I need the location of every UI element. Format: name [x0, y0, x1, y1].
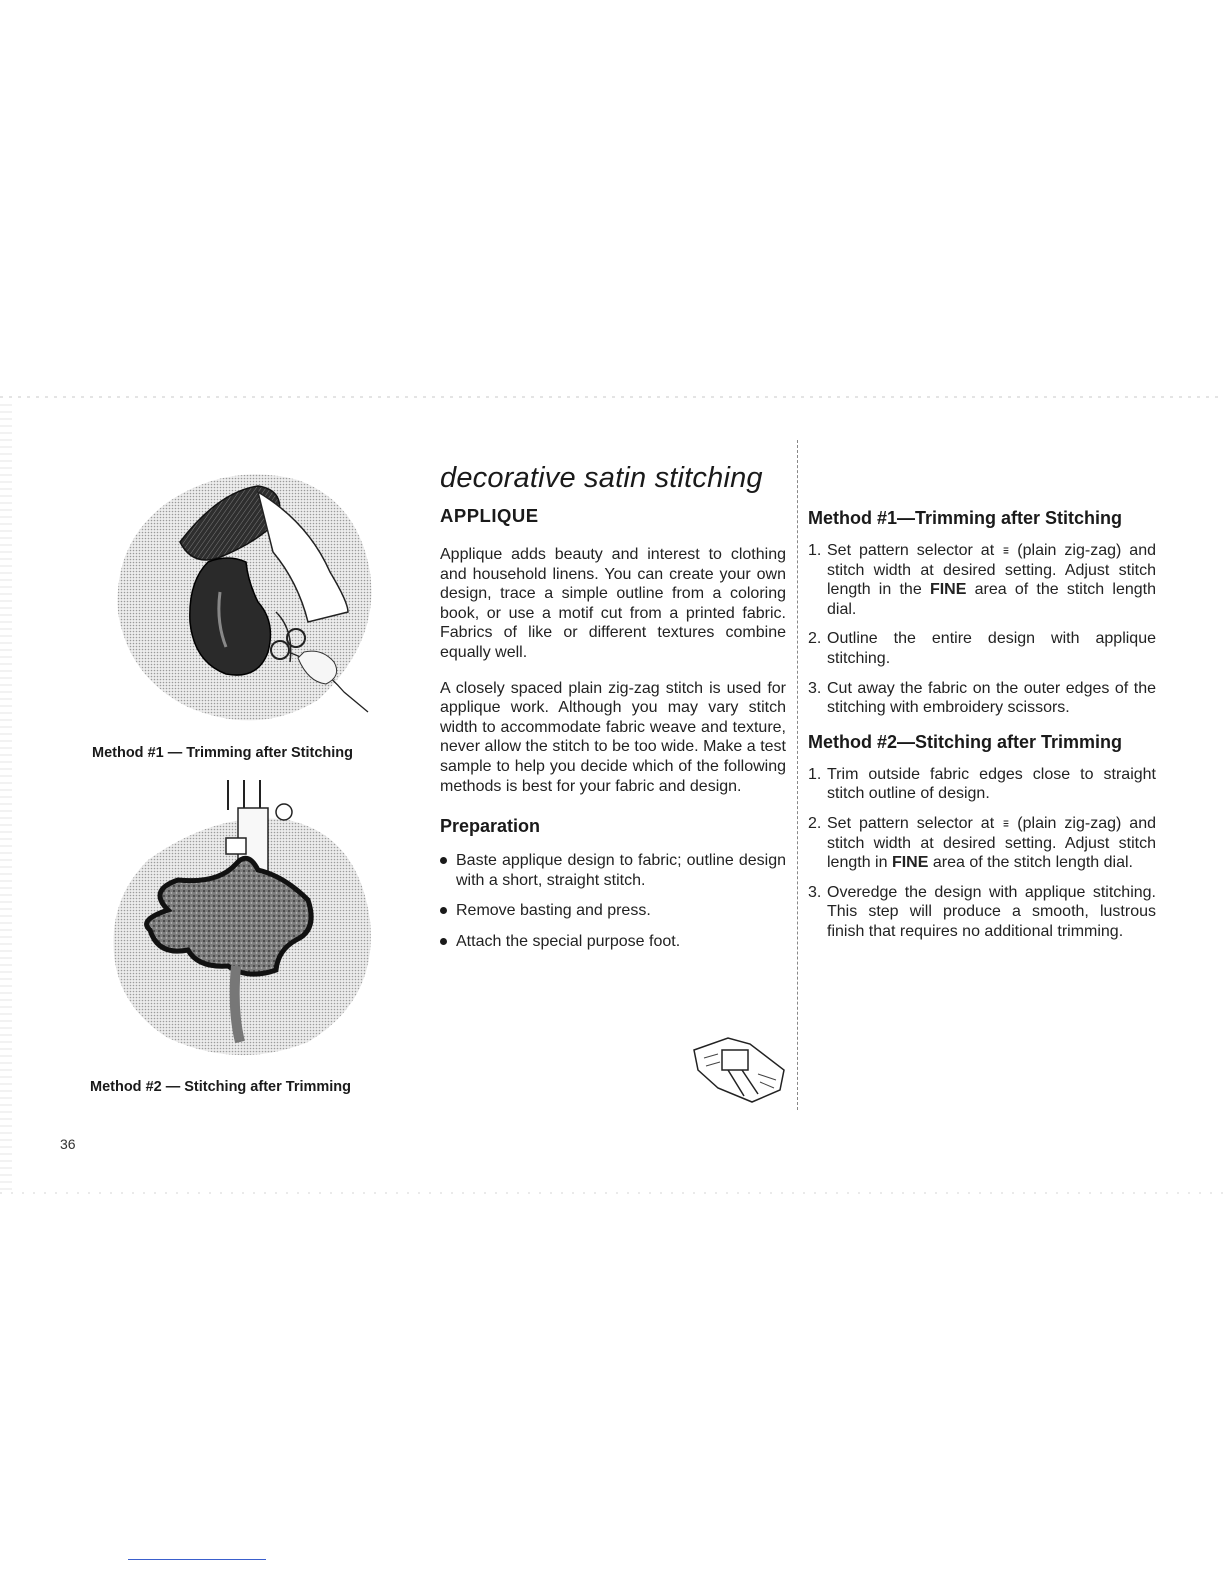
preparation-item: Attach the special purpose foot.	[440, 932, 786, 952]
method-1-title: Method #1—Trimming after Stitching	[808, 508, 1123, 528]
step-number: 3.	[808, 679, 822, 697]
figure-2-caption: Method #2 — Stitching after Trimming	[90, 1079, 352, 1095]
figure-1-caption: Method #1 — Trimming after Stitching	[92, 745, 354, 761]
method-2-step	[808, 765, 1156, 804]
scan-edge-left	[0, 400, 12, 1190]
special-purpose-foot-illustration	[688, 1030, 788, 1106]
step-text: Set pattern selector at	[827, 542, 995, 559]
step-text: area of the stitch length dial.	[932, 854, 1133, 872]
method-1-step	[808, 679, 1156, 718]
intro-paragraph-2: A closely spaced plain zig-zag stitch is used for applique work. Although you may vary stitch width to accommodate fabric weave and texture, never allow the stitch to be too wide. Make a test sample to help you decide which of the following methods is best for your fabric and design.	[440, 679, 786, 795]
preparation-list	[440, 851, 786, 951]
step-number: 2.	[808, 630, 822, 648]
scan-edge-bottom	[0, 1192, 1224, 1194]
page-number: 36	[60, 1136, 76, 1152]
step-text: area of the stitch length dial.	[827, 581, 1156, 618]
intro-paragraph-1: Applique adds beauty and interest to clothing and household linens. You can create your own design, trace a simple outline from a coloring book, or use a motif cut from a printed fabric. Fabrics of like or different textures combine equally well.	[440, 546, 786, 661]
method-2-steps	[808, 765, 1156, 942]
section-title-applique: APPLIQUE	[440, 505, 539, 526]
methods-column	[808, 508, 1156, 952]
fine-label: FINE	[929, 581, 967, 599]
step-number: 1.	[808, 765, 822, 783]
page-title: decorative satin stitching	[440, 462, 763, 494]
scan-edge-top	[0, 396, 1224, 398]
method-2-step	[808, 814, 1156, 873]
step-text: Cut away the fabric on the outer edges of the stitching with embroidery scissors.	[827, 679, 1156, 717]
fine-label: FINE	[891, 854, 929, 872]
step-number: 1.	[808, 542, 822, 559]
method-2-step	[808, 883, 1156, 942]
step-text: (plain zig-zag) and stitch width at desired setting. Adjust stitch length in the	[827, 542, 1156, 599]
method-1-steps	[808, 541, 1156, 718]
step-number: 3.	[808, 883, 822, 901]
pear-applique-illustration	[108, 462, 384, 732]
bottom-link-underline[interactable]	[128, 1559, 266, 1560]
step-text: Outline the entire design with applique stitching.	[827, 630, 1156, 667]
column-divider	[797, 440, 798, 1110]
method-1-step	[808, 629, 1156, 668]
zigzag-icon: ≡	[1003, 814, 1009, 831]
step-text: Overedge the design with applique stitching. This step will produce a smooth, lustrous finish that requires no additional trimming.	[827, 883, 1156, 940]
preparation-item: Baste applique design to fabric; outline design with a short, straight stitch.	[440, 851, 786, 890]
step-number: 2.	[808, 814, 822, 832]
zigzag-icon: ≡	[1003, 542, 1009, 558]
intro-column	[440, 462, 786, 963]
leaf-applique-illustration	[108, 780, 378, 1070]
preparation-item: Remove basting and press.	[440, 901, 786, 921]
step-text: (plain zig-zag) and stitch width at desired setting. Adjust stitch length in	[827, 814, 1156, 872]
step-text: Trim outside fabric edges close to straight stitch outline of design.	[827, 765, 1156, 803]
method-1-step	[808, 541, 1156, 619]
preparation-title: Preparation	[440, 816, 541, 837]
step-text: Set pattern selector at	[827, 814, 995, 832]
method-2-title: Method #2—Stitching after Trimming	[808, 731, 1123, 752]
